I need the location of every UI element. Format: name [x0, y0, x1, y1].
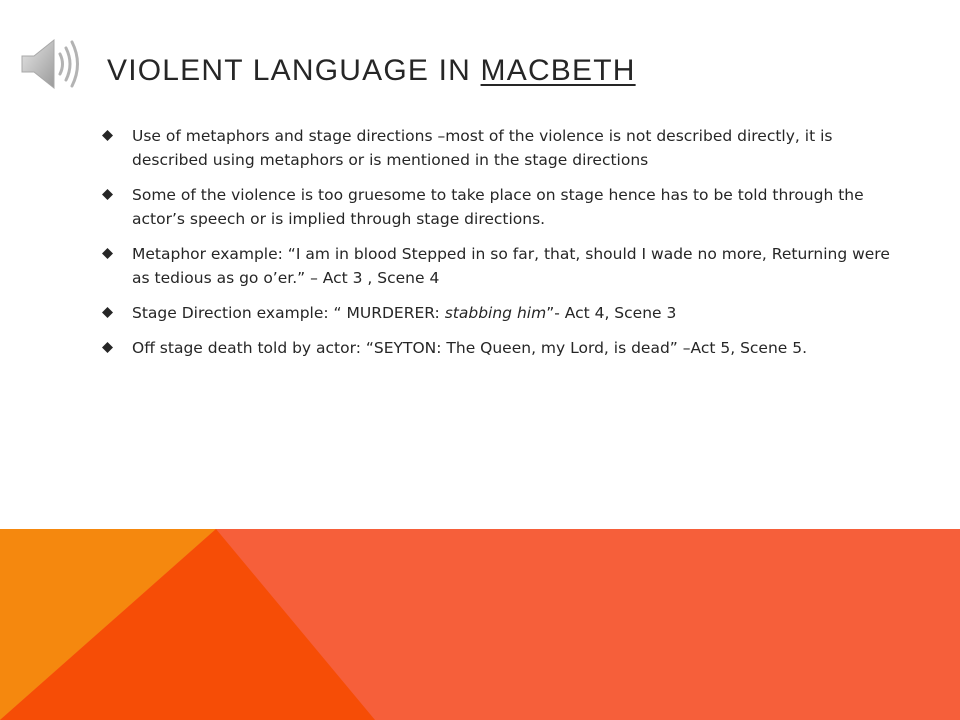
- bullet-text-after: ”- Act 4, Scene 3: [546, 304, 677, 322]
- bullet-text-before: Stage Direction example: “ MURDERER:: [132, 304, 445, 322]
- diamond-bullet-icon: [102, 342, 113, 353]
- bullet-list: [101, 124, 891, 371]
- diamond-bullet-icon: [102, 189, 113, 200]
- bullet-text: Some of the violence is too gruesome to take place on stage hence has to be told through the actor’s speech or is implied through stage directions.: [132, 186, 864, 228]
- diamond-bullet-icon: [102, 130, 113, 141]
- bullet-text: [132, 304, 676, 322]
- decorative-bottom-band: [0, 529, 960, 720]
- title-underlined-word: MACBETH: [480, 54, 636, 87]
- title-prefix: VIOLENT LANGUAGE IN: [107, 54, 481, 87]
- speaker-audio-icon[interactable]: [18, 30, 88, 96]
- bullet-item: [101, 183, 891, 231]
- bullet-text: Use of metaphors and stage directions –most of the violence is not described directly, it is described using metaphors or is mentioned in the stage directions: [132, 127, 833, 169]
- bullet-text-italic: stabbing him: [444, 304, 547, 322]
- bullet-item: [101, 301, 891, 325]
- bullet-item: [101, 242, 891, 290]
- diamond-bullet-icon: [102, 248, 113, 259]
- bullet-text: Metaphor example: “I am in blood Stepped in so far, that, should I wade no more, Returning were as tedious as go o’er.” – Act 3 , Scene 4: [132, 245, 890, 287]
- bullet-item: [101, 124, 891, 172]
- bullet-text: Off stage death told by actor: “SEYTON: The Queen, my Lord, is dead” –Act 5, Scene 5.: [132, 339, 808, 357]
- slide-title: [107, 51, 636, 91]
- bullet-item: [101, 336, 891, 360]
- diamond-bullet-icon: [102, 307, 113, 318]
